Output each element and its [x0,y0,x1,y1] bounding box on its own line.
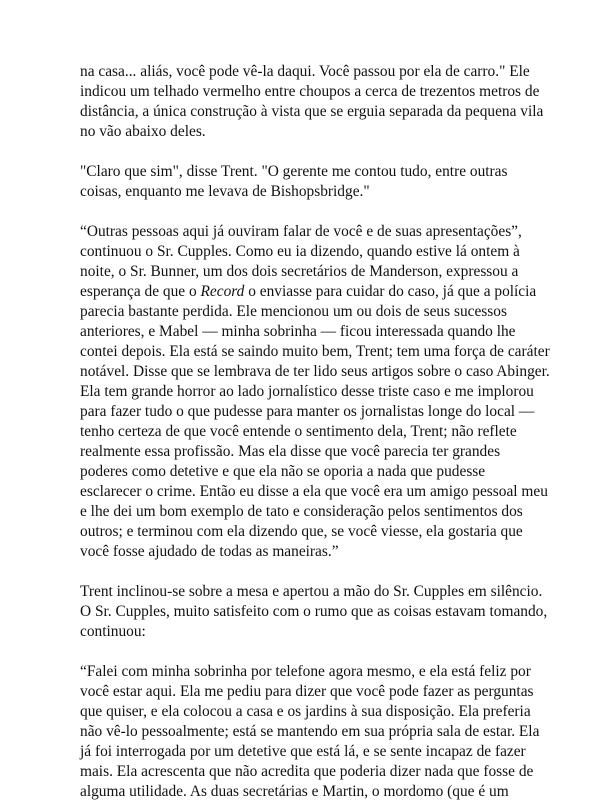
paragraph [80,222,550,562]
text-segment: continuou o Sr. Cupples. Como eu ia dizendo, quando estive lá ontem à [80,243,520,260]
text-line [80,662,531,682]
text-line [80,502,528,522]
text-segment: O Sr. Cupples, muito satisfeito com o rumo que as coisas estavam tomando, [80,603,548,620]
text-segment: esperança de que o [80,283,201,300]
text-line [80,162,528,182]
text-segment: indicou um telhado vermelho entre choupos a cerca de trezentos metros de [80,83,540,100]
text-segment: “Falei com minha sobrinha por telefone agora mesmo, e ela está feliz por [80,663,531,680]
text-segment: distância, a única construção à vista que se erguia separada da pequena vila [80,103,544,120]
text-line [80,242,528,262]
text-segment: realmente essa profissão. Mas ela disse que você parecia ter grandes [80,443,501,460]
text-line [80,542,528,562]
text-line [80,442,528,462]
text-line [80,382,534,402]
text-line [80,262,528,282]
text-line [80,302,528,322]
text-segment: você estar aqui. Ela me pediu para dizer que você pode fazer as perguntas [80,683,534,700]
text-line [80,782,528,802]
text-segment: notável. Disse que se lembrava de ter lido seus artigos sobre o caso Abinger. [80,363,550,380]
text-line [80,322,528,342]
text-line [80,102,544,122]
text-segment: anteriores, e Mabel — minha sobrinha — ficou interessada quando lhe [80,323,516,340]
text-segment: noite, o Sr. Bunner, um dos dois secretários de Manderson, expressou a [80,263,519,280]
text-segment: no vão abaixo deles. [80,123,206,140]
text-line [80,62,528,82]
text-segment: e lhe dei um bom exemplo de tato e consideração pelos sentimentos dos [80,503,523,520]
text-segment: já foi interrogada por um detetive que está lá, e se sente incapaz de fazer [80,743,526,760]
text-segment: você fosse ajudado de todas as maneiras.” [80,543,339,560]
text-segment: continuou: [80,623,146,640]
text-line [80,602,548,622]
text-line [80,742,528,762]
text-line [80,722,540,742]
text-line [80,282,537,302]
text-line [80,402,535,422]
text-segment: “Outras pessoas aqui já ouviram falar de você e de suas apresentações”, [80,223,522,240]
text-segment: mais. Ela acrescenta que não acredita que poderia dizer nada que fosse de [80,763,534,780]
text-line [80,82,540,102]
body-text [80,62,550,802]
text-line [80,582,543,602]
text-line [80,482,548,502]
text-line [80,182,528,202]
text-line [80,362,550,382]
text-segment: parecia bastante perdida. Ele mencionou um ou dois de seus sucessos [80,303,507,320]
text-segment: coisas, enquanto me levava de Bishopsbridge." [80,183,370,200]
text-segment: que quiser, e ela colocou a casa e os jardins à sua disposição. Ela preferia [80,703,531,720]
paragraph [80,662,540,802]
text-line [80,702,531,722]
text-line [80,222,528,242]
paragraph [80,62,544,142]
text-line [80,522,528,542]
text-line [80,122,528,142]
text-segment: contei depois. Ela está se saindo muito bem, Trent; tem uma força de caráter [80,343,550,360]
newspaper-name: Record [200,283,245,300]
text-segment: o enviasse para cuidar do caso, já que a polícia [244,283,537,300]
text-segment: para fazer tudo o que pudesse para manter os jornalistas longe do local — [80,403,535,420]
text-line [80,762,534,782]
text-line [80,422,528,442]
text-segment: alguma utilidade. As duas secretárias e Martin, o mordomo (que é um [80,783,509,800]
text-segment: esclarecer o crime. Então eu disse a ela que você era um amigo pessoal meu [80,483,548,500]
text-segment: outros; e terminou com ela dizendo que, se você viesse, ela gostaria que [80,523,523,540]
text-segment: poderes como detetive e que ela não se oporia a nada que pudesse [80,463,486,480]
paragraph [80,162,528,202]
text-segment: não vê-lo pessoalmente; está se mantendo em sua própria sala de estar. Ela [80,723,540,740]
text-line [80,682,534,702]
paragraph [80,582,548,642]
text-segment: Trent inclinou-se sobre a mesa e apertou a mão do Sr. Cupples em silêncio. [80,583,543,600]
text-line [80,462,528,482]
text-line [80,622,528,642]
text-segment: "Claro que sim", disse Trent. "O gerente me contou tudo, entre outras [80,163,508,180]
text-segment: tenho certeza de que você entende o sentimento dela, Trent; não reflete [80,423,517,440]
text-line [80,342,550,362]
text-segment: na casa... aliás, você pode vê-la daqui. Você passou por ela de carro." Ele [80,63,530,80]
text-segment: Ela tem grande horror ao lado jornalístico desse triste caso e me implorou [80,383,534,400]
